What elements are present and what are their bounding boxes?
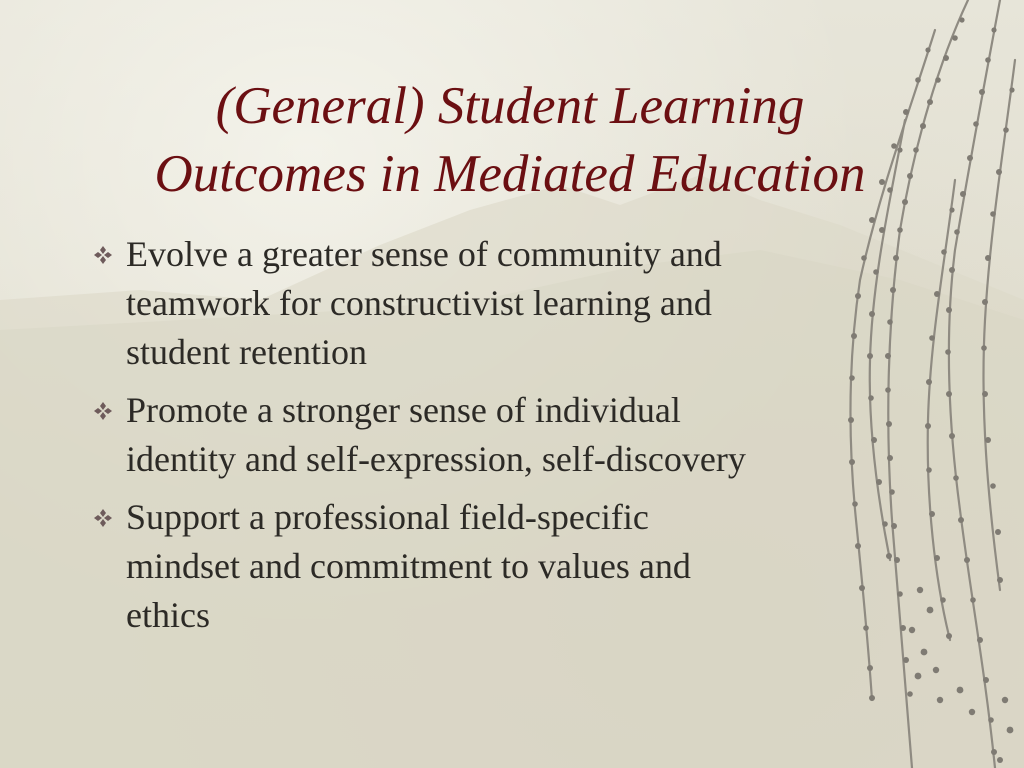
slide-title-line-2: Outcomes in Mediated Education [154, 145, 866, 203]
slide-title-line-1: (General) Student Learning [215, 77, 805, 135]
bullet-text-line: Promote a stronger sense of individual [126, 390, 681, 430]
four-diamond-bullet-icon [94, 509, 112, 527]
bullet-text-line: student retention [126, 332, 367, 372]
bullet-item-professional [90, 493, 920, 640]
bullet-text-line: mindset and commitment to values and [126, 546, 691, 586]
bullet-text-line: identity and self-expression, self-discovery [126, 439, 746, 479]
bullet-list [90, 230, 920, 649]
bullet-text-line: ethics [126, 595, 210, 635]
bullet-text-line: teamwork for constructivist learning and [126, 283, 712, 323]
slide-title [60, 72, 960, 208]
four-diamond-bullet-icon [94, 402, 112, 420]
four-diamond-bullet-icon [94, 246, 112, 264]
bullet-item-identity [90, 386, 920, 484]
bullet-text-line: Evolve a greater sense of community and [126, 234, 722, 274]
bullet-item-community [90, 230, 920, 377]
bullet-text-line: Support a professional field-specific [126, 497, 649, 537]
